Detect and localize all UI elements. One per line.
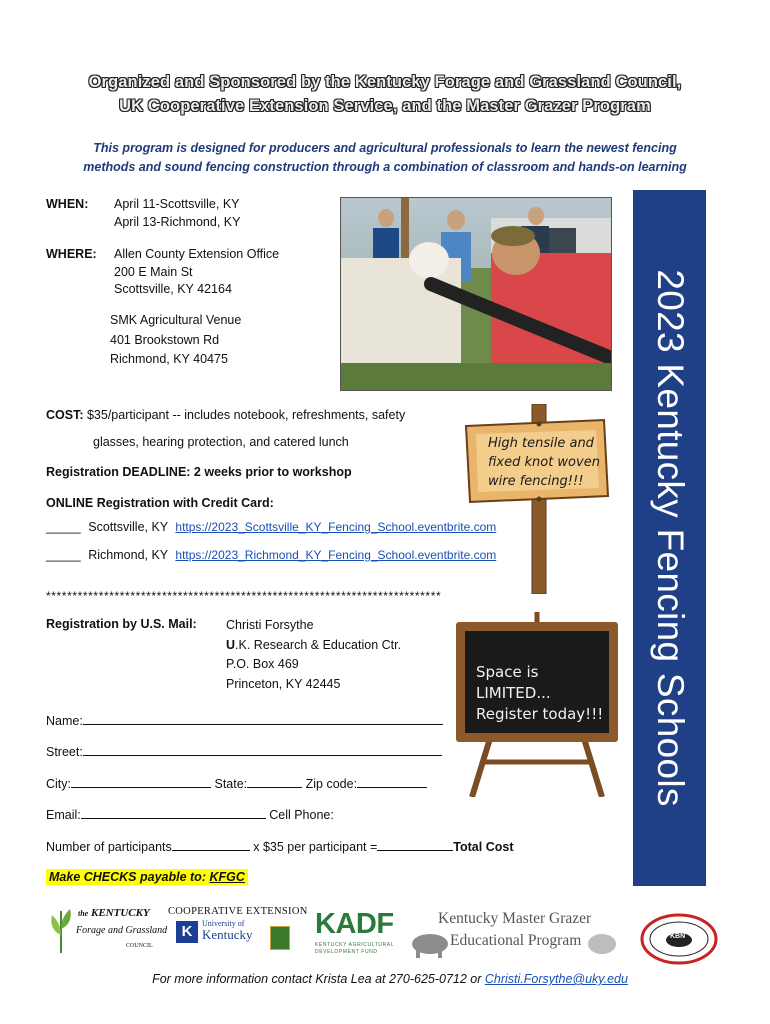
master-grazer-logo [410,908,620,960]
checkbox-blank[interactable]: _____ [46,520,81,534]
cost-line-2: glasses, hearing protection, and catered lunch [93,435,349,449]
wire-sign-text [488,434,600,491]
venue-allen-county [114,246,279,299]
participants-field[interactable] [172,838,250,851]
uk-icon: K [176,921,198,943]
participants-row [46,838,513,857]
chalk-line-3: Register today!!! [476,705,604,723]
checks-payable-note [46,869,248,885]
uk-kentucky: Kentucky [202,927,253,942]
chalk-line-1: Space is [476,663,539,681]
footer-text: For more information contact Krista Lea at 270-625-0712 or [152,972,485,986]
wire-sign-line-1: High tensile and [488,436,594,451]
chalk-line-2: LIMITED... [476,684,551,702]
state-field[interactable] [247,775,302,788]
kadf-logo [315,908,395,956]
kadf-letters: KADF [315,908,394,940]
kfgc-the: the [78,909,89,918]
intro-line-1: This program is designed for producers and agricultural professionals to learn the newest fencing [93,141,677,155]
program-description [40,139,730,177]
cost-line [46,407,405,425]
mail-org-rest: .K. Research & Education Ctr. [235,637,402,652]
where-label: WHERE: [46,247,97,261]
participants-label: Number of participants [46,840,172,854]
mail-address [226,616,401,694]
cost-label: COST: [46,408,84,422]
venue-name: SMK Agricultural Venue [110,313,242,327]
kadf-line-1: KENTUCKY AGRICULTURAL [315,942,395,948]
price-per-participant: x $35 per participant = [253,840,378,854]
checkbox-blank[interactable]: _____ [46,548,81,562]
venue-name: Allen County Extension Office [114,247,280,261]
kfgc-council: COUNCIL [126,943,153,949]
wire-fencing-sign [462,404,612,594]
city-label: City: [46,777,71,791]
section-divider: *************************************************************************** [46,589,442,603]
checks-payee: KFGC [209,870,245,884]
uk-extension-logo [168,906,308,958]
uk-university-of: University of [202,919,245,928]
kfgc-forage: Forage and Grassland [76,925,168,936]
mail-registration-label: Registration by U.S. Mail: [46,617,197,631]
name-field[interactable] [83,712,443,725]
header-line-1: Organized and Sponsored by the Kentucky Forage and Grassland Council, [88,73,682,91]
scottsville-eventbrite-link[interactable]: https://2023_Scottsville_KY_Fencing_School.eventbrite.com [175,520,497,534]
venue-street: 401 Brookstown Rd [110,332,220,347]
email-label: Email: [46,808,81,822]
venue-street: 200 E Main St [114,264,193,279]
venue-city: Scottsville, KY 42164 [114,282,232,296]
kbn-text: KBN [670,933,686,940]
email-phone-row [46,806,338,825]
phone-label: Cell Phone: [269,808,334,822]
venue-smk [110,311,241,370]
venue-city: Richmond, KY 40475 [110,352,228,366]
wire-sign-line-3: wire fencing!!! [488,474,584,489]
grazer-line-2: Educational Program [450,932,582,949]
fencing-workshop-photo [340,197,612,391]
total-cost-label: Total Cost [453,840,514,854]
street-label: Street: [46,745,83,759]
online-option-richmond [46,547,496,565]
mail-org [226,636,401,656]
zip-label: Zip code: [305,777,358,791]
mail-city: Princeton, KY 42445 [226,676,341,691]
email-field[interactable] [81,806,266,819]
uk-coop-extension: COOPERATIVE EXTENSION [168,906,308,917]
organizer-header [30,70,740,118]
date-scottsville: April 11-Scottsville, KY [114,197,240,211]
when-dates [114,196,240,231]
space-limited-chalkboard [452,612,622,797]
mail-po-box: P.O. Box 469 [226,657,299,671]
header-line-2: UK Cooperative Extension Service, and the Master Grazer Program [119,97,651,115]
contact-email-link[interactable]: Christi.Forsythe@uky.edu [484,972,628,986]
city-field[interactable] [71,775,211,788]
wire-sign-line-2: fixed knot woven [488,455,600,470]
name-field-row [46,712,443,731]
online-registration-heading: ONLINE Registration with Credit Card: [46,496,274,510]
street-field-row [46,743,442,762]
online-option-scottsville [46,519,496,537]
contact-footer [80,972,700,986]
street-field[interactable] [83,743,442,756]
total-field[interactable] [377,838,453,851]
banner-title: 2023 Kentucky Fencing Schools [649,269,691,807]
kadf-line-2: DEVELOPMENT FUND [315,949,378,955]
richmond-eventbrite-link[interactable]: https://2023_Richmond_KY_Fencing_School.eventbrite.com [175,548,497,562]
city-state-zip-row [46,775,427,794]
registration-deadline: Registration DEADLINE: 2 weeks prior to workshop [46,465,352,479]
option-location: Scottsville, KY [88,520,168,534]
when-label: WHEN: [46,197,89,211]
checks-prefix: Make CHECKS payable to: [49,870,210,884]
mail-org-initial: U [226,637,236,652]
option-location: Richmond, KY [88,548,168,562]
event-title-banner [633,190,706,886]
date-richmond: April 13-Richmond, KY [114,214,241,229]
kfgc-logo [46,905,168,955]
state-label: State: [214,777,248,791]
mail-recipient: Christi Forsythe [226,618,314,632]
extension-shield-icon [270,926,290,950]
grazer-line-1: Kentucky Master Grazer [438,910,592,927]
kbn-logo [640,913,718,965]
kfgc-kentucky: KENTUCKY [90,907,150,919]
chalkboard-text [476,662,603,725]
name-label: Name: [46,714,83,728]
zip-field[interactable] [357,775,427,788]
intro-line-2: methods and sound fencing construction through a combination of classroom and hands-on learning [83,160,687,174]
cost-text: $35/participant -- includes notebook, refreshments, safety [83,408,406,422]
